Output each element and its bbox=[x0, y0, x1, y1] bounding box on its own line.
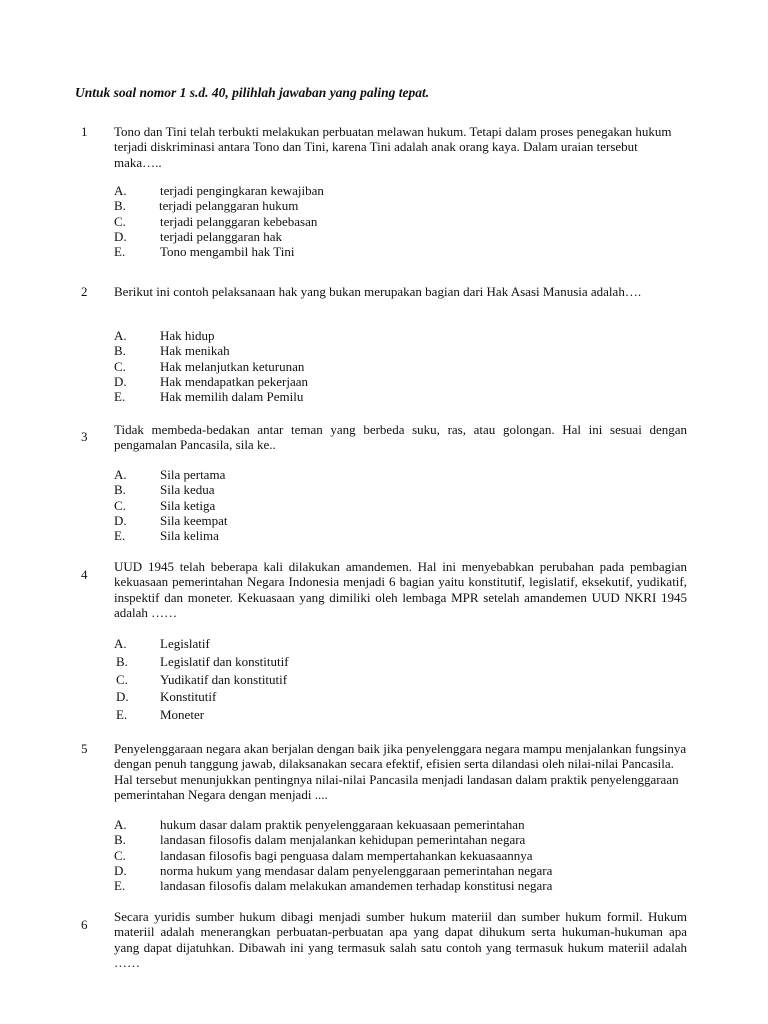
option-text: Sila pertama bbox=[160, 467, 226, 482]
option-e bbox=[114, 389, 674, 404]
option-a bbox=[114, 328, 674, 343]
answer-options bbox=[114, 328, 674, 404]
option-text: terjadi pelanggaran hukum bbox=[159, 198, 299, 214]
question-number: 6 bbox=[81, 917, 88, 932]
option-a bbox=[114, 817, 674, 832]
question-number: 4 bbox=[81, 567, 88, 582]
option-text: Hak melanjutkan keturunan bbox=[160, 358, 305, 374]
option-b bbox=[114, 198, 674, 213]
question-text: Tidak membeda-bedakan antar teman yang berbeda suku, ras, atau golongan. Hal ini sesuai dengan pengamalan Pancasila, sila ke.. bbox=[114, 422, 687, 453]
option-letter: E. bbox=[114, 878, 126, 894]
option-text: Hak memilih dalam Pemilu bbox=[160, 389, 304, 405]
option-text: Sila ketiga bbox=[160, 497, 216, 513]
option-a bbox=[114, 183, 674, 198]
option-e bbox=[114, 878, 674, 893]
option-e bbox=[114, 706, 674, 724]
question-number: 1 bbox=[81, 124, 88, 139]
option-text: terjadi pengingkaran kewajiban bbox=[160, 183, 324, 198]
option-letter: A. bbox=[114, 183, 127, 198]
option-letter: B. bbox=[114, 343, 126, 359]
option-letter: A. bbox=[114, 817, 127, 832]
option-text: Sila kedua bbox=[160, 482, 215, 498]
option-letter: A. bbox=[114, 636, 127, 651]
option-text: Legislatif bbox=[160, 636, 210, 651]
answer-options bbox=[114, 817, 674, 893]
option-b bbox=[114, 653, 674, 671]
option-letter: A. bbox=[114, 467, 127, 482]
option-text: norma hukum yang mendasar dalam penyelenggaraan pemerintahan negara bbox=[160, 862, 553, 878]
option-letter: D. bbox=[116, 689, 129, 705]
option-text: Konstitutif bbox=[160, 689, 217, 705]
option-letter: C. bbox=[114, 847, 126, 863]
option-letter: B. bbox=[114, 198, 126, 214]
option-text: Moneter bbox=[160, 707, 205, 723]
option-text: terjadi pelanggaran hak bbox=[160, 228, 282, 244]
option-text: hukum dasar dalam praktik penyelenggaraan kekuasaan pemerintahan bbox=[160, 817, 525, 832]
option-a bbox=[114, 467, 674, 482]
question-text: Penyelenggaraan negara akan berjalan dengan baik jika penyelenggara negara mampu menjalankan fungsinya dengan penuh tanggung jawab, dilaksanakan secara efektif, efisien serta dilandasi oleh nilai-nilai Pancasila. Hal tersebut menunjukkan pentingnya nilai-nilai Pancasila menjadi landasan dalam praktik penyelenggaraan pemerintahan Negara dengan menjadi .... bbox=[114, 741, 687, 802]
question-text: UUD 1945 telah beberapa kali dilakukan amandemen. Hal ini menyebabkan perubahan pada pembagian kekuasaan pemerintahan Negara Indonesia menjadi 6 bagian yaitu konstitutif, legislatif, eksekutif, yudikatif, inspektif dan moneter. Kekuasaan yang dimiliki oleh lembaga MPR setelah amandemen UUD NKRI 1945 adalah …… bbox=[114, 559, 687, 620]
option-text: Hak menikah bbox=[160, 343, 230, 359]
option-text: Sila keempat bbox=[160, 512, 228, 528]
option-letter: E. bbox=[114, 528, 126, 544]
option-letter: A. bbox=[114, 328, 127, 343]
option-text: Legislatif dan konstitutif bbox=[160, 653, 289, 669]
option-letter: C. bbox=[116, 671, 128, 687]
option-text: landasan filosofis bagi penguasa dalam mempertahankan kekuasaannya bbox=[160, 847, 533, 863]
option-d bbox=[114, 688, 674, 706]
option-text: Yudikatif dan konstitutif bbox=[160, 671, 288, 687]
option-letter: D. bbox=[114, 373, 127, 389]
option-letter: D. bbox=[114, 228, 127, 244]
option-d bbox=[114, 374, 674, 389]
answer-options bbox=[114, 183, 674, 259]
option-letter: D. bbox=[114, 862, 127, 878]
option-letter: B. bbox=[114, 832, 126, 848]
option-a bbox=[114, 635, 674, 653]
option-c bbox=[114, 214, 674, 229]
question-number: 2 bbox=[81, 284, 88, 299]
option-letter: E. bbox=[114, 389, 126, 405]
option-d bbox=[114, 863, 674, 878]
option-b bbox=[114, 482, 674, 497]
option-b bbox=[114, 343, 674, 358]
option-letter: E. bbox=[116, 707, 128, 723]
option-text: Sila kelima bbox=[160, 528, 219, 544]
option-d bbox=[114, 513, 674, 528]
option-text: landasan filosofis dalam menjalankan kehidupan pemerintahan negara bbox=[160, 832, 526, 848]
answer-options bbox=[114, 467, 674, 543]
option-text: Tono mengambil hak Tini bbox=[160, 244, 295, 260]
answer-options bbox=[114, 635, 674, 724]
option-letter: D. bbox=[114, 512, 127, 528]
option-c bbox=[114, 359, 674, 374]
option-letter: C. bbox=[114, 213, 126, 229]
question-text: Berikut ini contoh pelaksanaan hak yang bukan merupakan bagian dari Hak Asasi Manusia adalah…. bbox=[114, 284, 642, 299]
option-text: Hak mendapatkan pekerjaan bbox=[160, 373, 308, 389]
option-d bbox=[114, 229, 674, 244]
option-text: Hak hidup bbox=[160, 328, 215, 343]
option-text: terjadi pelanggaran kebebasan bbox=[160, 213, 318, 229]
option-letter: B. bbox=[116, 653, 128, 669]
question-number: 3 bbox=[81, 429, 88, 444]
exam-instruction: Untuk soal nomor 1 s.d. 40, pilihlah jawaban yang paling tepat. bbox=[75, 85, 430, 100]
option-letter: C. bbox=[114, 358, 126, 374]
option-letter: B. bbox=[114, 482, 126, 498]
option-e bbox=[114, 244, 674, 259]
option-e bbox=[114, 528, 674, 543]
option-c bbox=[114, 848, 674, 863]
option-text: landasan filosofis dalam melakukan amandemen terhadap konstitusi negara bbox=[160, 878, 553, 894]
option-c bbox=[114, 498, 674, 513]
option-c bbox=[114, 671, 674, 689]
question-text: Secara yuridis sumber hukum dibagi menjadi sumber hukum materiil dan sumber hukum formil. Hukum materiil adalah menerangkan perbuatan-perbuatan apa yang dapat dihukum serta hukuman-hukuman apa yang dapat dijatuhkan. Dibawah ini yang termasuk salah satu contoh yang termasuk hukum materiil adalah …… bbox=[114, 909, 687, 970]
question-number: 5 bbox=[81, 741, 88, 756]
option-b bbox=[114, 832, 674, 847]
option-letter: C. bbox=[114, 497, 126, 513]
question-text: Tono dan Tini telah terbukti melakukan perbuatan melawan hukum. Tetapi dalam proses penegakan hukum terjadi diskriminasi antara Tono dan Tini, karena Tini adalah anak orang kaya. Dalam uraian tersebut maka….. bbox=[114, 124, 672, 170]
option-letter: E. bbox=[114, 244, 126, 260]
